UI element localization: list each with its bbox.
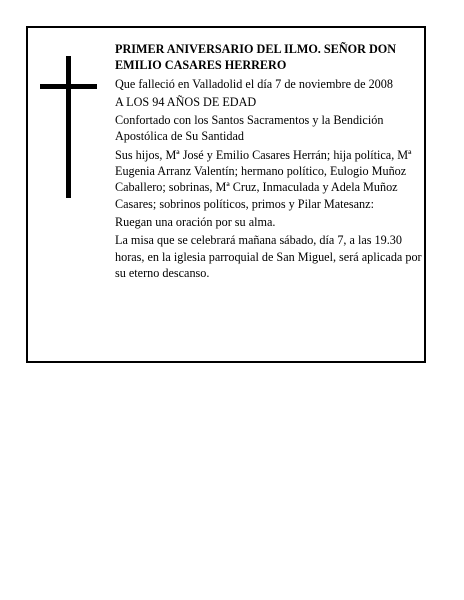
cross-icon: [40, 56, 97, 198]
notice-title: PRIMER ANIVERSARIO DEL ILMO. SEÑOR DON EMILIO CASARES HERRERO: [115, 42, 397, 73]
death-line: Que falleció en Valladolid el día 7 de noviembre de 2008: [115, 76, 393, 91]
family-line: Sus hijos, Mª José y Emilio Casares Herrán; hija política, Mª Eugenia Arranz Valentín; hermano político, Eulogio Muñoz Caballero; sobrinas, Mª Cruz, Inmaculada y Adela Muñoz Casares; sobrinos políticos, primos y Pilar Matesanz:: [115, 147, 412, 211]
sacraments-line: Confortado con los Santos Sacramentos y la Bendición Apostólica de Su Santidad: [115, 113, 384, 144]
prayer-line: Ruegan una oración por su alma.: [115, 214, 276, 229]
age-line: A LOS 94 AÑOS DE EDAD: [115, 94, 257, 109]
cross-horizontal-bar: [40, 84, 97, 89]
obituary-notice: [26, 26, 426, 363]
cross-vertical-bar: [66, 56, 71, 198]
mass-line: La misa que se celebrará mañana sábado, día 7, a las 19.30 horas, en la iglesia parroquial de San Miguel, será aplicada por su eterno descanso.: [115, 233, 422, 280]
notice-text: [115, 41, 423, 283]
